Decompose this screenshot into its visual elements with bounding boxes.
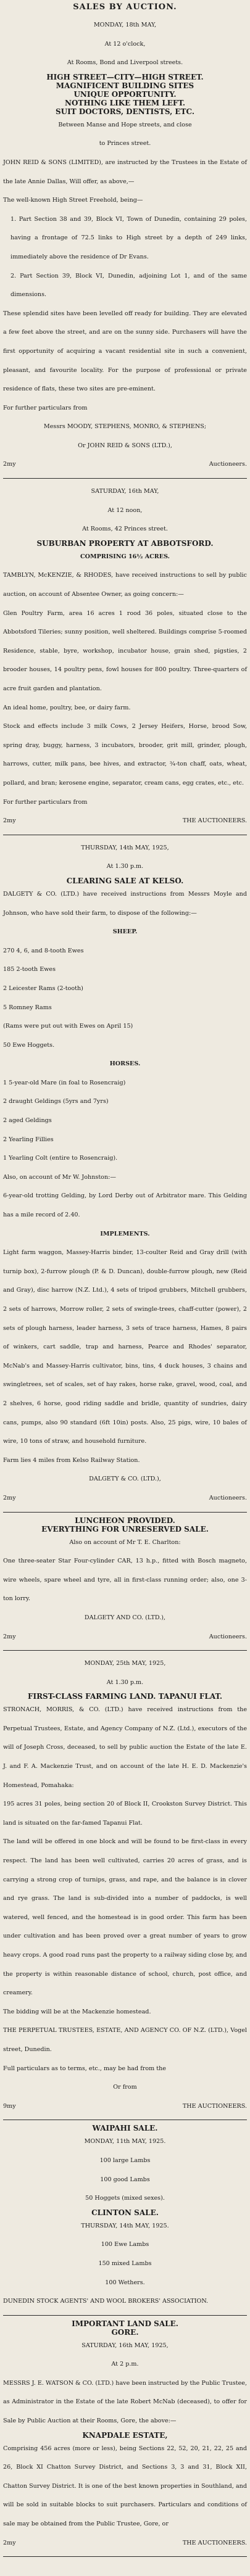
advert-divider: [3, 478, 247, 479]
advert-line: HORSES.: [109, 1060, 141, 1068]
advert-line: 185 2-tooth Ewes: [3, 966, 56, 973]
auction-advert: [3, 2124, 247, 2311]
advert-line: JOHN REID & SONS (LIMITED), are instructed by the Trustees in the Estate of the late Annie Dallas, Will offer, as above,—: [3, 159, 247, 185]
advert-line: SUBURBAN PROPERTY AT ABBOTSFORD.: [36, 539, 214, 548]
advert-line: 150 mixed Lambs: [98, 2260, 152, 2267]
advert-line: 100 Ewe Lambs: [101, 2241, 149, 2248]
advert-line: [3, 455, 247, 474]
advert-line: 100 good Lambs: [100, 2176, 150, 2183]
advert-line: The well-known High Street Freehold, being—: [3, 197, 143, 204]
advert-signature: THE AUCTIONEERS.: [182, 817, 247, 825]
advert-line: MONDAY, 18th MAY,: [93, 22, 157, 28]
advert-line: TAMBLYN, McKENZIE, & RHODES, have received instructions to sell by public auction, on account of Absentee Owner, as going concern:—: [3, 572, 247, 598]
advert-signature: Auctioneers.: [209, 461, 247, 468]
auction-column: [3, 0, 247, 2557]
advert-reference: 9my: [3, 2102, 16, 2110]
advert-line: Messrs MOODY, STEPHENS, MONRO, & STEPHENS;: [43, 423, 207, 431]
advert-line: Also, on account of Mr W. Johnston:—: [3, 1173, 116, 1181]
advert-divider: [3, 1512, 247, 1513]
advert-line: 2. Part Section 39, Block VI, Dunedin, adjoining Lot 1, and of the same dimensions.: [10, 272, 247, 299]
advert-line: STRONACH, MORRIS, & CO. (LTD.) have received instructions from the Perpetual Trustees, Estate, and Agency Company of N.Z. (Ltd.), executors of the will of Joseph Cross, deceased, to sell by public auction the Estate of the late E. J. and F. A. Mackenzie Trust, and on account of the late H. E. D. Mackenzie's Homestead, Pomahaka:: [3, 1706, 247, 1789]
advert-line: 2 Yearling Fillies: [3, 1136, 54, 1143]
advert-line: At Rooms, Bond and Liverpool streets.: [67, 59, 183, 67]
advert-line: THURSDAY, 14th MAY, 1925.: [81, 2222, 169, 2229]
advert-reference: 2my: [3, 461, 16, 468]
advert-line: THE PERPETUAL TRUSTEES, ESTATE, AND AGENCY CO. OF N.Z. (LTD.), Vogel street, Dunedin.: [3, 2027, 247, 2053]
advert-line: UNIQUE OPPORTUNITY.: [73, 89, 177, 99]
advert-line: Full particulars as to terms, etc., may be had from the: [3, 2065, 166, 2072]
advert-line: FIRST-CLASS FARMING LAND. TAPANUI FLAT.: [27, 1692, 223, 1701]
advert-signature: THE AUCTIONEERS.: [182, 2102, 247, 2110]
advert-line: These splendid sites have been levelled off ready for building. They are elevated a few feet above the street, and are on the sunny side. Purchasers will have the first opportunity of acquiring a vacant residential site in such a convenient, pleasant, and favourite locality. For the purpose of professional or private residence of flats, these two sites are pre-eminent.: [3, 310, 247, 393]
advert-line: 1. Part Section 38 and 39, Block VI, Town of Dunedin, containing 29 poles, having a frontage of 72.5 links to High street by a depth of 249 links, immediately above the residence of Dr Evans.: [10, 215, 247, 260]
advert-reference: 2my: [3, 1494, 16, 1501]
advert-line: 1 Yearling Colt (entire to Rosencraig).: [3, 1155, 118, 1162]
advert-line: Between Manse and Hope streets, and close: [58, 121, 192, 128]
advert-line: 195 acres 31 poles, being section 20 of Block II, Crookston Survey District. This land is situated on the far-famed Tapanui Flat.: [3, 1801, 247, 1827]
advert-line: LUNCHEON PROVIDED.: [75, 1516, 175, 1525]
advert-line: WAIPAHI SALE.: [92, 2124, 158, 2133]
advert-line: At 1.30 p.m.: [106, 1678, 144, 1686]
advert-line: At 1.30 p.m.: [106, 863, 144, 870]
ads-container: [3, 16, 247, 2557]
advert-line: GORE.: [111, 2327, 139, 2337]
advert-line: 100 large Lambs: [99, 2157, 151, 2164]
advert-line: 50 Ewe Hoggets.: [3, 1041, 55, 1049]
advert-line: [3, 2534, 247, 2553]
auction-advert: [3, 1516, 247, 1647]
advert-line: MONDAY, 25th MAY, 1925,: [84, 1660, 166, 1667]
advert-line: Light farm waggon, Massey-Harris binder, 13-coulter Reid and Gray drill (with turnip box), 2-furrow plough (P. & D. Duncan), double-furrow plough, new (Reid and Gray), disc harrow (N.Z. Ltd.), 4 sets of tripod grubbers, Mitchell grubbers, 2 sets of harrows, Morrow roller, 2 sets of swingle-trees, chaff-cutter (power), 2 sets of plough harness, leader harness, 3 sets of trace harness, Hames, 8 pairs of winkers, cart saddle, trap and harness, Pearce and Rhodes' separator, McNab's and Massey-Harris cultivator, bins, tins, 4 duck houses, 3 chains and swingletrees, set of scales, set of hay rakes, horse rake, gravel, wood, coal, and 2 shelves, 6 horse, good riding saddle and bridle, quantity of sundries, dairy cans, pumps, also 90 standard (6ft 10in) posts. Also, 25 pigs, wire, 10 bales of wire, 10 tons of straw, and household furniture.: [3, 1249, 247, 1445]
advert-line: DALGETY AND CO. (LTD.),: [84, 1614, 166, 1621]
advert-line: Or from: [113, 2084, 137, 2091]
advert-line: DALGETY & CO. (LTD.),: [89, 1476, 161, 1483]
advert-line: SUIT DOCTORS, DENTISTS, ETC.: [55, 107, 195, 116]
advert-line: [3, 1489, 247, 1508]
advert-line: For further particulars from: [3, 404, 88, 411]
advert-line: At 12 o'clock,: [104, 40, 146, 47]
auction-advert: [3, 482, 247, 831]
advert-line: 5 Romney Rams: [3, 1004, 52, 1011]
advert-line: DALGETY & CO. (LTD.) have received instructions from Messrs Moyle and Johnson, who have sold their farm, to dispose of the following:—: [3, 890, 247, 917]
advert-line: [3, 2097, 247, 2116]
advert-line: COMPRISING 16½ ACRES.: [80, 553, 170, 560]
advert-line: The bidding will be at the Mackenzie homestead.: [3, 2008, 151, 2015]
advert-line: MONDAY, 11th MAY, 1925.: [84, 2138, 166, 2145]
advert-line: (Rams were put out with Ewes on April 15): [3, 1023, 133, 1030]
advert-line: Also on account of Mr T. E. Charlton:: [69, 1538, 181, 1546]
advert-line: SHEEP.: [112, 928, 138, 936]
advert-line: IMPORTANT LAND SALE.: [72, 2319, 178, 2328]
auction-advert: [3, 839, 247, 1508]
advert-signature: THE AUCTIONEERS.: [182, 2539, 247, 2546]
advert-line: 6-year-old trotting Gelding, by Lord Derby out of Arbitrator mare. This Gelding has a mile record of 2.40.: [3, 1192, 247, 1219]
advert-signature: Auctioneers.: [209, 1633, 247, 1640]
advert-line: 2 draught Geldings (5yrs and 7yrs): [3, 1098, 109, 1105]
advert-line: 50 Hoggets (mixed sexes).: [85, 2195, 165, 2202]
advert-line: CLINTON SALE.: [91, 2208, 159, 2217]
advert-line: At Rooms, 42 Princes street.: [82, 526, 168, 533]
advert-line: Glen Poultry Farm, area 16 acres 1 rood 36 poles, situated close to the Abbotsford Tileries; sunny position, well sheltered. Buildings comprise 5-roomed Residence, stable, byre, workshop, incubator house, grain shed, pigsties, 2 brooder houses, 14 poultry pens, fowl houses for 800 poultry. Three-quarters of acre fruit garden and plantation.: [3, 609, 247, 692]
advert-line: [3, 1628, 247, 1647]
advert-line: 100 Wethers.: [105, 2279, 145, 2286]
advert-line: For further particulars from: [3, 798, 88, 806]
advert-line: Or JOHN REID & SONS (LTD.),: [78, 442, 172, 449]
advert-line: [3, 812, 247, 831]
page-heading: SALES BY AUCTION.: [73, 2, 177, 12]
advert-line: to Princes street.: [99, 140, 151, 147]
advert-line: Comprising 456 acres (more or less), being Sections 22, 52, 20, 21, 22, 25 and 26, Block XI Chatton Survey District, and Sections 3, 3 and 31, Block XII, Chatton Survey District. It is one of the best known properties in Southland, and will be sold in suitable blocks to suit purchasers. Particulars and conditions of sale may be obtained from the Public Trustee, Gore, or: [3, 2445, 247, 2528]
advert-divider: [3, 2315, 247, 2316]
advert-reference: 2my: [3, 1633, 16, 1640]
advert-reference: 2my: [3, 817, 16, 825]
advert-line: An ideal home, poultry, bee, or dairy farm.: [3, 704, 131, 711]
auction-advert: [3, 16, 247, 474]
auction-advert: [3, 1654, 247, 2116]
advert-line: MAGNIFICENT BUILDING SITES: [56, 81, 194, 90]
advert-line: HIGH STREET—CITY—HIGH STREET.: [46, 72, 204, 81]
advert-line: NOTHING LIKE THEM LEFT.: [64, 98, 186, 107]
advert-line: EVERYTHING FOR UNRESERVED SALE.: [41, 1524, 209, 1534]
advert-line: At 2 p.m.: [111, 2361, 139, 2368]
advert-line: THURSDAY, 14th MAY, 1925,: [81, 844, 169, 851]
advert-line: SATURDAY, 16th MAY,: [91, 488, 159, 495]
advert-line: SATURDAY, 16th MAY, 1925,: [81, 2342, 169, 2349]
advert-line: Farm lies 4 miles from Kelso Railway Station.: [3, 1456, 140, 1464]
advert-divider: [3, 2556, 247, 2557]
advert-line: KNAPDALE ESTATE,: [82, 2430, 168, 2440]
advert-line: 2 Leicester Rams (2-tooth): [3, 985, 83, 992]
advert-line: At 12 noon,: [107, 506, 143, 514]
auction-advert: [3, 2319, 247, 2553]
advert-line: The land will be offered in one block and will be found to be first-class in every respect. The land has been well cultivated, carries 20 acres of grass, and is carrying a strong crop of turnips, grass, and rape, and the balance is in clover and rye grass. The land is sub-divided into a number of paddocks, is well watered, well fenced, and the homestead is in good order. This farm has been under cultivation and has been proved over a great number of years to grow heavy crops. A good road runs past the property to a railway siding close by, and the property is within reasonable distance of school, church, post office, and creamery.: [3, 1838, 247, 1997]
advert-line: 270 4, 6, and 8-tooth Ewes: [3, 947, 84, 954]
advert-line: 2 aged Geldings: [3, 1117, 52, 1125]
advert-line: IMPLEMENTS.: [100, 1230, 150, 1237]
advert-line: One three-seater Star Four-cylinder CAR, 13 h.p., fitted with Bosch magneto, wire wheels, spare wheel and tyre, all in first-class running order; also, one 3-ton lorry.: [3, 1558, 247, 1603]
advert-line: CLEARING SALE AT KELSO.: [66, 876, 184, 885]
advert-line: MESSRS J. E. WATSON & CO. (LTD.) have been instructed by the Public Trustee, as Administrator in the Estate of the late Robert McNab (deceased), to offer for Sale by Public Auction at their Rooms, Gore, the above:—: [3, 2379, 247, 2425]
advert-reference: 2my: [3, 2539, 16, 2546]
advert-line: Stock and effects include 3 milk Cows, 2 Jersey Heifers, Horse, brood Sow, spring dray, buggy, harness, 3 incubators, brooder, grit mill, grinder, plough, harrows, cutter, milk pans, bee hives, and extractor, ¾-ton chaff, oats, wheat, pollard, and bran; kerosene engine, separator, cream cans, egg crates, etc., etc.: [3, 723, 247, 786]
advert-line: 1 5-year-old Mare (in foal to Rosencraig): [3, 1079, 126, 1086]
advert-signature: Auctioneers.: [209, 1494, 247, 1501]
advert-line: DUNEDIN STOCK AGENTS' AND WOOL BROKERS' ASSOCIATION.: [3, 2298, 209, 2305]
advert-divider: [3, 1650, 247, 1651]
